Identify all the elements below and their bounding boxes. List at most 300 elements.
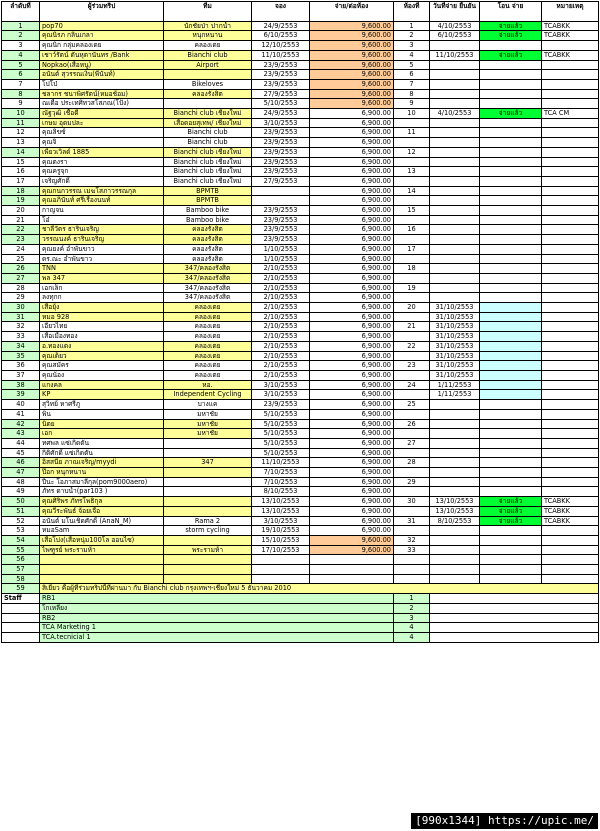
row-number-cell: 36 (2, 361, 40, 371)
table-row (2, 118, 599, 128)
staff-row (2, 623, 599, 633)
table-row (2, 487, 599, 497)
payment-amount-cell (310, 555, 394, 565)
transfer-status-cell (480, 390, 542, 400)
participant-name-cell: พิน (40, 409, 164, 419)
header-team: ทีม (164, 2, 252, 22)
payment-date-cell: 4/10/2553 (430, 21, 480, 31)
payment-amount-cell: 6,900.00 (310, 273, 394, 283)
room-number-cell (394, 118, 430, 128)
note-cell (542, 419, 599, 429)
payment-amount-cell: 6,900.00 (310, 206, 394, 216)
participant-name-cell: อ.ทองแดง (40, 341, 164, 351)
transfer-status-cell (480, 545, 542, 555)
room-number-cell: 4 (394, 50, 430, 60)
participant-name-cell: อิสสนีย ภาณเจริญ/myydi (40, 458, 164, 468)
room-number-cell (394, 273, 430, 283)
note-cell (542, 400, 599, 410)
team-cell (164, 468, 252, 478)
payment-amount-cell: 6,900.00 (310, 109, 394, 119)
team-cell: 347/คลองรังสิต (164, 293, 252, 303)
note-cell (542, 438, 599, 448)
payment-amount-cell: 6,900.00 (310, 506, 394, 516)
room-number-cell: 16 (394, 225, 430, 235)
participant-name-cell: คุณลิขซ์ (40, 128, 164, 138)
row-number-cell: 58 (2, 574, 40, 584)
room-number-cell: 17 (394, 244, 430, 254)
transfer-status-cell (480, 448, 542, 458)
row-number-cell: 33 (2, 332, 40, 342)
participant-name-cell: เชาว์รัตน์ ตันหุตานันทร /Bank (40, 50, 164, 60)
payment-amount-cell: 6,900.00 (310, 390, 394, 400)
room-number-cell: 3 (394, 41, 430, 51)
booking-date-cell: 23/9/2553 (252, 128, 310, 138)
room-number-cell (394, 157, 430, 167)
room-number-cell (394, 215, 430, 225)
row-number-cell: 18 (2, 186, 40, 196)
row-number-cell: 41 (2, 409, 40, 419)
payment-date-cell (430, 244, 480, 254)
participant-name-cell: pop70 (40, 21, 164, 31)
booking-date-cell: 5/10/2553 (252, 429, 310, 439)
room-number-cell (394, 487, 430, 497)
payment-date-cell (430, 400, 480, 410)
transfer-status-cell: จ่ายแล้ว (480, 50, 542, 60)
room-number-cell: 23 (394, 361, 430, 371)
transfer-status-cell (480, 555, 542, 565)
note-cell (542, 341, 599, 351)
team-cell: 347 (164, 458, 252, 468)
row-number-cell: 48 (2, 477, 40, 487)
transfer-status-cell (480, 70, 542, 80)
table-row (2, 244, 599, 254)
note-cell (542, 167, 599, 177)
booking-date-cell: 23/9/2553 (252, 225, 310, 235)
payment-date-cell: 31/10/2553 (430, 361, 480, 371)
booking-date-cell: 19/10/2553 (252, 526, 310, 536)
room-number-cell (394, 351, 430, 361)
payment-amount-cell: 6,900.00 (310, 429, 394, 439)
payment-amount-cell: 6,900.00 (310, 400, 394, 410)
table-row (2, 351, 599, 361)
payment-date-cell: 1/11/2553 (430, 380, 480, 390)
transfer-status-cell (480, 41, 542, 51)
note-cell (542, 60, 599, 70)
payment-date-cell (430, 167, 480, 177)
row-number-cell: 4 (2, 50, 40, 60)
room-number-cell: 32 (394, 535, 430, 545)
note-cell (542, 128, 599, 138)
payment-amount-cell: 6,900.00 (310, 458, 394, 468)
transfer-status-cell (480, 477, 542, 487)
row-number-cell: 39 (2, 390, 40, 400)
table-row (2, 70, 599, 80)
note-cell (542, 390, 599, 400)
table-row (2, 516, 599, 526)
note-cell (542, 380, 599, 390)
payment-date-cell (430, 206, 480, 216)
booking-date-cell: 7/10/2553 (252, 477, 310, 487)
table-row (2, 419, 599, 429)
note-cell (542, 332, 599, 342)
payment-date-cell: 8/10/2553 (430, 516, 480, 526)
team-cell (164, 487, 252, 497)
payment-amount-cell: 6,900.00 (310, 254, 394, 264)
payment-date-cell (430, 147, 480, 157)
booking-date-cell: 17/10/2553 (252, 545, 310, 555)
booking-date-cell: 5/10/2553 (252, 419, 310, 429)
booking-date-cell: 5/10/2553 (252, 438, 310, 448)
room-number-cell: 10 (394, 109, 430, 119)
participant-name-cell: ชลากร ชนาพิศรัตน์(หมอช้อม) (40, 89, 164, 99)
payment-amount-cell: 6,900.00 (310, 283, 394, 293)
team-cell: BPMTB (164, 196, 252, 206)
row-number-cell: 3 (2, 41, 40, 51)
booking-date-cell: 2/10/2553 (252, 361, 310, 371)
table-row (2, 535, 599, 545)
participant-name-cell: ป๊อก หนุกหนาน (40, 468, 164, 478)
participant-name-cell: Nopkao(เสือหนู) (40, 60, 164, 70)
participant-name-cell: เจริญศักดิ์ (40, 176, 164, 186)
room-number-cell: 30 (394, 497, 430, 507)
payment-amount-cell: 6,900.00 (310, 186, 394, 196)
room-number-cell: 13 (394, 167, 430, 177)
participant-name-cell: สุวิทย์ หาศรีภู (40, 400, 164, 410)
payment-date-cell (430, 535, 480, 545)
header-room: ห้องที่ (394, 2, 430, 22)
team-cell: Bianchi club เชียงใหม่ (164, 109, 252, 119)
payment-date-cell (430, 409, 480, 419)
table-row (2, 41, 599, 51)
payment-date-cell (430, 468, 480, 478)
payment-date-cell: 31/10/2553 (430, 371, 480, 381)
transfer-status-cell (480, 235, 542, 245)
staff-name: TCA Marketing 1 (40, 623, 394, 633)
table-row (2, 468, 599, 478)
header-row (2, 2, 599, 22)
participant-name-cell: โปโป่ (40, 79, 164, 89)
note-cell (542, 41, 599, 51)
transfer-status-cell (480, 487, 542, 497)
booking-date-cell: 23/9/2553 (252, 147, 310, 157)
team-cell: Bianchi club เชียงใหม่ (164, 176, 252, 186)
note-cell (542, 186, 599, 196)
row-number-cell: 54 (2, 535, 40, 545)
table-row (2, 312, 599, 322)
table-row (2, 21, 599, 31)
row-number-cell: 30 (2, 303, 40, 313)
booking-date-cell: 27/9/2553 (252, 89, 310, 99)
booking-date-cell: 15/10/2553 (252, 535, 310, 545)
transfer-status-cell (480, 167, 542, 177)
note-cell (542, 273, 599, 283)
table-row (2, 264, 599, 274)
participant-name-cell: คุณวีระพันธ์ จ้อยเจือ (40, 506, 164, 516)
note-cell (542, 535, 599, 545)
table-row (2, 79, 599, 89)
table-row (2, 167, 599, 177)
table-row (2, 109, 599, 119)
participant-name-cell: คุณนิรภ กลิ่นเกลา (40, 31, 164, 41)
transfer-status-cell (480, 341, 542, 351)
staff-row (2, 632, 599, 642)
staff-name: RB1 (40, 594, 394, 604)
participant-name-cell: เอกเล็ก (40, 283, 164, 293)
staff-name: TCA.tecnicial 1 (40, 632, 394, 642)
room-number-cell: 8 (394, 89, 430, 99)
watermark: [990x1344] https://upic.me/ (411, 813, 598, 829)
room-number-cell (394, 574, 430, 584)
participant-name-cell: เพียวเวิลด์ 1885 (40, 147, 164, 157)
payment-date-cell: 4/10/2553 (430, 109, 480, 119)
room-number-cell: 26 (394, 419, 430, 429)
team-cell (164, 70, 252, 80)
payment-date-cell (430, 254, 480, 264)
header-booking: จอง (252, 2, 310, 22)
transfer-status-cell (480, 303, 542, 313)
room-number-cell: 12 (394, 147, 430, 157)
booking-date-cell: 11/10/2553 (252, 458, 310, 468)
participant-name-cell: KP (40, 390, 164, 400)
team-cell: บางแค (164, 400, 252, 410)
team-cell: Bianchi club เชียงใหม่ (164, 147, 252, 157)
payment-date-cell (430, 419, 480, 429)
row-number-cell: 31 (2, 312, 40, 322)
note-cell: TCABKK (542, 506, 599, 516)
team-cell: คลองรังสิต (164, 235, 252, 245)
room-number-cell (394, 555, 430, 565)
row-number-cell: 37 (2, 371, 40, 381)
staff-name: โกเหลี่ยง (40, 603, 394, 613)
payment-amount-cell: 6,900.00 (310, 264, 394, 274)
table-row (2, 506, 599, 516)
booking-date-cell: 11/10/2553 (252, 50, 310, 60)
booking-date-cell: 6/10/2553 (252, 31, 310, 41)
note-cell (542, 555, 599, 565)
payment-amount-cell: 6,900.00 (310, 235, 394, 245)
transfer-status-cell (480, 186, 542, 196)
participant-name-cell: เสือโบ่ง(เสือหนุ่ม100โล ออนไซ) (40, 535, 164, 545)
table-row (2, 99, 599, 109)
table-row (2, 458, 599, 468)
payment-date-cell (430, 196, 480, 206)
payment-amount-cell: 6,900.00 (310, 215, 394, 225)
team-cell: มหาชัย (164, 429, 252, 439)
booking-date-cell: 12/10/2553 (252, 41, 310, 51)
participant-name-cell: เอก (40, 429, 164, 439)
team-cell: 347/คลองรังสิต (164, 264, 252, 274)
participant-name-cell: กิติศักดิ์ แซ่เกิดตัน (40, 448, 164, 458)
transfer-status-cell: จ่ายแล้ว (480, 109, 542, 119)
participant-name-cell: ณัฐวุฒิ เชื้อดี (40, 109, 164, 119)
participant-name-cell: หมอSam (40, 526, 164, 536)
header-pay-date: วันที่จ่าย ยืนยัน (430, 2, 480, 22)
payment-date-cell (430, 79, 480, 89)
payment-amount-cell: 9,600.00 (310, 70, 394, 80)
staff-empty (430, 623, 599, 633)
table-row (2, 186, 599, 196)
table-row (2, 206, 599, 216)
row-number-cell: 42 (2, 419, 40, 429)
payment-amount-cell (310, 574, 394, 584)
note-cell (542, 487, 599, 497)
booking-date-cell: 2/10/2553 (252, 322, 310, 332)
payment-date-cell (430, 283, 480, 293)
note-cell (542, 147, 599, 157)
note-cell (542, 293, 599, 303)
transfer-status-cell (480, 89, 542, 99)
transfer-status-cell (480, 371, 542, 381)
note-cell: TCABKK (542, 497, 599, 507)
payment-amount-cell: 9,600.00 (310, 31, 394, 41)
booking-date-cell: 13/10/2553 (252, 497, 310, 507)
booking-date-cell: 24/9/2553 (252, 21, 310, 31)
staff-row (2, 594, 599, 604)
booking-date-cell: 5/10/2553 (252, 409, 310, 419)
participant-name-cell: อนันต์ สุวรรณเงิน(พี่นันท์) (40, 70, 164, 80)
team-cell: 347/คลองรังสิต (164, 273, 252, 283)
payment-amount-cell: 6,900.00 (310, 118, 394, 128)
booking-date-cell: 23/9/2553 (252, 60, 310, 70)
payment-date-cell (430, 264, 480, 274)
note-cell: TCABKK (542, 31, 599, 41)
booking-date-cell (252, 196, 310, 206)
participant-name-cell: อนันต์ มโนเชิดศักดิ์ (AnaN_M) (40, 516, 164, 526)
row-number-cell: 14 (2, 147, 40, 157)
row-number-cell: 27 (2, 273, 40, 283)
room-number-cell: 28 (394, 458, 430, 468)
payment-date-cell (430, 138, 480, 148)
booking-date-cell (252, 555, 310, 565)
note-cell (542, 244, 599, 254)
participant-name-cell: แกงคล (40, 380, 164, 390)
payment-amount-cell: 9,600.00 (310, 50, 394, 60)
team-cell: คลองรังสิต (164, 244, 252, 254)
room-number-cell (394, 293, 430, 303)
transfer-status-cell (480, 138, 542, 148)
transfer-status-cell (480, 273, 542, 283)
payment-amount-cell (310, 565, 394, 575)
row-number-cell: 32 (2, 322, 40, 332)
team-cell: เสือดอยสุเทพ/ เชียงใหม่ (164, 118, 252, 128)
table-row (2, 60, 599, 70)
row-number-cell: 35 (2, 351, 40, 361)
note-cell (542, 99, 599, 109)
booking-date-cell: 23/9/2553 (252, 400, 310, 410)
note-cell (542, 477, 599, 487)
team-cell (164, 477, 252, 487)
row-number-cell: 53 (2, 526, 40, 536)
staff-room: 1 (394, 594, 430, 604)
header-note: หมายเหตุ (542, 2, 599, 22)
room-number-cell: 6 (394, 70, 430, 80)
row-number-cell: 38 (2, 380, 40, 390)
payment-date-cell (430, 458, 480, 468)
note-cell (542, 468, 599, 478)
payment-date-cell (430, 186, 480, 196)
room-number-cell (394, 429, 430, 439)
team-cell: คลองรังสิต (164, 254, 252, 264)
table-row (2, 332, 599, 342)
participant-name-cell: วรรณนงค์ ธารินเจริญ (40, 235, 164, 245)
booking-date-cell: 23/9/2553 (252, 206, 310, 216)
participant-name-cell: นิตย (40, 419, 164, 429)
booking-date-cell: 2/10/2553 (252, 312, 310, 322)
team-cell: พระรามห้า (164, 545, 252, 555)
row-number-cell: 28 (2, 283, 40, 293)
room-number-cell: 24 (394, 380, 430, 390)
table-row (2, 448, 599, 458)
payment-amount-cell: 6,900.00 (310, 516, 394, 526)
row-number-cell: 17 (2, 176, 40, 186)
note-cell: TCABKK (542, 21, 599, 31)
transfer-status-cell (480, 157, 542, 167)
room-number-cell (394, 565, 430, 575)
payment-amount-cell: 6,900.00 (310, 196, 394, 206)
note-cell: TCABKK (542, 516, 599, 526)
transfer-status-cell (480, 409, 542, 419)
staff-empty (430, 594, 599, 604)
payment-amount-cell: 6,900.00 (310, 371, 394, 381)
note-cell (542, 176, 599, 186)
staff-room: 4 (394, 632, 430, 642)
booking-date-cell: 13/10/2553 (252, 506, 310, 516)
room-number-cell: 29 (394, 477, 430, 487)
staff-empty (430, 632, 599, 642)
booking-date-cell: 23/9/2553 (252, 138, 310, 148)
room-number-cell (394, 526, 430, 536)
table-row (2, 293, 599, 303)
room-number-cell (394, 371, 430, 381)
transfer-status-cell (480, 225, 542, 235)
transfer-status-cell (480, 128, 542, 138)
room-number-cell (394, 196, 430, 206)
row-number-cell: 47 (2, 468, 40, 478)
booking-date-cell: 23/9/2553 (252, 215, 310, 225)
row-number-cell: 1 (2, 21, 40, 31)
booking-date-cell (252, 186, 310, 196)
transfer-status-cell (480, 332, 542, 342)
team-cell (164, 448, 252, 458)
transfer-status-cell (480, 60, 542, 70)
row-number-cell: 50 (2, 497, 40, 507)
payment-amount-cell: 6,900.00 (310, 448, 394, 458)
table-row (2, 303, 599, 313)
transfer-status-cell (480, 380, 542, 390)
payment-amount-cell: 6,900.00 (310, 497, 394, 507)
note-cell (542, 303, 599, 313)
payment-amount-cell: 6,900.00 (310, 157, 394, 167)
participant-name-cell: ณเดือ ประเทศิทวสโสภณ(โป้ง) (40, 99, 164, 109)
payment-amount-cell: 6,900.00 (310, 419, 394, 429)
booking-date-cell: 3/10/2553 (252, 380, 310, 390)
payment-date-cell (430, 448, 480, 458)
note-row (2, 584, 599, 594)
row-number-cell: 24 (2, 244, 40, 254)
staff-room: 4 (394, 623, 430, 633)
payment-date-cell: 31/10/2553 (430, 303, 480, 313)
row-number-cell: 25 (2, 254, 40, 264)
team-cell: คลองเตย (164, 361, 252, 371)
room-number-cell: 5 (394, 60, 430, 70)
table-row (2, 526, 599, 536)
transfer-status-cell (480, 361, 542, 371)
payment-date-cell: 31/10/2553 (430, 351, 480, 361)
team-cell: storm cycling (164, 526, 252, 536)
team-cell: คลองเตย (164, 332, 252, 342)
payment-amount-cell: 6,900.00 (310, 225, 394, 235)
team-cell: คลองเตย (164, 41, 252, 51)
